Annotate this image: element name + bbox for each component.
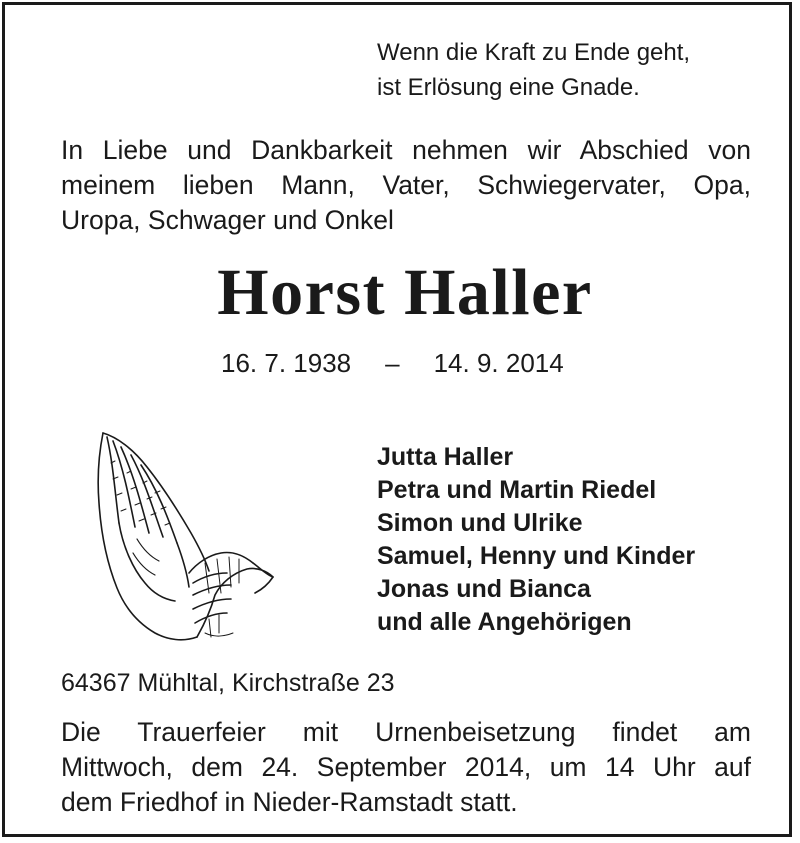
quote [377,35,690,105]
notice-line-1: Die Trauerfeier mit Urnenbeisetzung findet am [61,717,751,747]
intro-line-2: meinem lieben Mann, Vater, Schwiegervater, Opa, [61,170,751,200]
praying-hands-icon [93,423,278,648]
family-list [377,441,695,639]
family-member: Samuel, Henny und Kinder [377,542,696,570]
deceased-name: Horst Haller [217,256,593,329]
birth-date: 16. 7. 1938 [221,348,352,378]
intro-line-1: In Liebe und Dankbarkeit nehmen wir Abschied von [61,135,751,165]
obituary-frame [2,2,792,837]
intro-line-3: Uropa, Schwager und Onkel [61,205,394,235]
address: 64367 Mühltal, Kirchstraße 23 [61,669,395,697]
family-member: Jonas und Bianca [377,575,591,603]
quote-line-2: ist Erlösung eine Gnade. [377,74,640,101]
date-separator: – [385,348,400,378]
notice-line-3: dem Friedhof in Nieder-Ramstadt statt. [61,787,518,817]
death-date: 14. 9. 2014 [433,348,564,378]
intro-text [61,133,751,238]
notice-line-2: Mittwoch, dem 24. September 2014, um 14 Uhr auf [61,752,751,782]
family-member: Simon und Ulrike [377,509,583,537]
family-member: und alle Angehörigen [377,608,632,636]
family-member: Jutta Haller [377,443,514,471]
funeral-notice [61,715,751,820]
quote-line-1: Wenn die Kraft zu Ende geht, [377,39,691,66]
life-dates [221,345,564,381]
family-member: Petra und Martin Riedel [377,476,657,504]
